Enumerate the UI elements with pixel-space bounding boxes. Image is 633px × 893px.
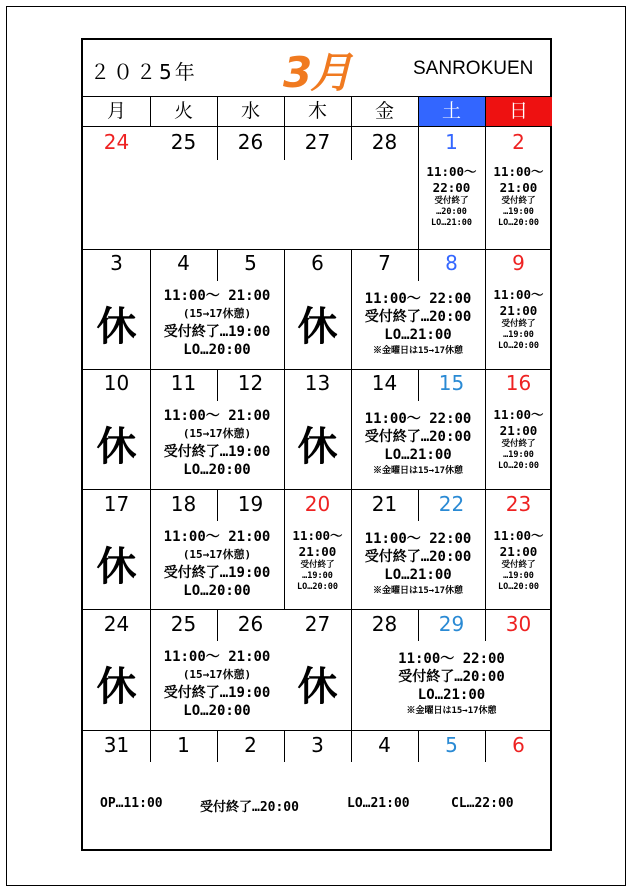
weekday-tue: 火 <box>173 100 193 122</box>
day-number: 4 <box>177 251 190 275</box>
day-number: 17 <box>103 492 130 516</box>
friday-weekend-hours: 11:00～ 22:00 受付終了…20:00 LO…21:00 ※金曜日は15→17休憩 <box>398 651 505 716</box>
weekday-wed: 水 <box>240 100 260 122</box>
closed-label: 休 <box>297 424 338 470</box>
sunday-hours: 11:00～ 21:00 受付終了 …19:00 LO…20:00 <box>493 528 544 592</box>
day-number: 31 <box>103 733 130 757</box>
day-number: 28 <box>371 130 398 154</box>
weekday-mon: 月 <box>106 100 126 122</box>
friday-hours: 11:00～ 22:00 受付終了…20:00 LO…21:00 ※金曜日は15→17休憩 <box>364 411 472 476</box>
day-number: 18 <box>170 492 197 516</box>
calendar <box>81 38 552 851</box>
footer-lastorder: LO…21:00 <box>347 796 410 811</box>
friday-hours: 11:00～ 22:00 受付終了…20:00 LO…21:00 ※金曜日は15→17休憩 <box>364 291 472 356</box>
day-number: 26 <box>237 612 264 636</box>
day-number: 30 <box>505 612 532 636</box>
day-number: 12 <box>237 371 264 395</box>
day-number: 3 <box>110 251 123 275</box>
day-number: 21 <box>371 492 398 516</box>
sunday-hours: 11:00～ 21:00 受付終了 …19:00 LO…20:00 <box>493 164 544 228</box>
day-number: 10 <box>103 371 130 395</box>
closed-label: 休 <box>96 424 137 470</box>
weekday-hours: 11:00～ 21:00 (15→17休憩) 受付終了…19:00 LO…20:00 <box>163 529 271 599</box>
weekday-fri: 金 <box>374 100 394 122</box>
day-number: 3 <box>311 733 324 757</box>
weekday-sun: 日 <box>485 97 552 126</box>
sunday-hours: 11:00～ 21:00 受付終了 …19:00 LO…20:00 <box>493 407 544 471</box>
footer-reception: 受付終了…20:00 <box>200 800 299 815</box>
day-number: 16 <box>505 371 532 395</box>
day-number: 1 <box>177 733 190 757</box>
closed-label: 休 <box>96 304 137 350</box>
weekday-sat: 土 <box>418 97 485 126</box>
day-number: 13 <box>304 371 331 395</box>
friday-hours: 11:00～ 22:00 受付終了…20:00 LO…21:00 ※金曜日は15→17休憩 <box>364 531 472 596</box>
shop-name: SANROKUEN <box>413 58 534 79</box>
day-number: 5 <box>244 251 257 275</box>
day-number: 2 <box>244 733 257 757</box>
day-number: 14 <box>371 371 398 395</box>
day-number: 24 <box>103 130 130 154</box>
day-number: 9 <box>512 251 525 275</box>
saturday-hours: 11:00～ 22:00 受付終了 …20:00 LO…21:00 <box>426 164 477 228</box>
weekday-hours: 11:00～ 21:00 (15→17休憩) 受付終了…19:00 LO…20:00 <box>163 288 271 358</box>
closed-label: 休 <box>297 664 338 710</box>
day-number: 15 <box>438 371 465 395</box>
day-number: 20 <box>304 492 331 516</box>
weekday-hours: 11:00～ 21:00 (15→17休憩) 受付終了…19:00 LO…20:00 <box>163 408 271 478</box>
closed-label: 休 <box>297 304 338 350</box>
day-number: 6 <box>512 733 525 757</box>
day-number: 11 <box>170 371 197 395</box>
closed-label: 休 <box>96 544 137 590</box>
year-label: ２０２5年 <box>90 60 198 84</box>
day-number: 2 <box>512 130 525 154</box>
day-number: 27 <box>304 130 331 154</box>
day-number: 5 <box>445 733 458 757</box>
day-number: 8 <box>445 251 458 275</box>
day-number: 7 <box>378 251 391 275</box>
day-number: 19 <box>237 492 264 516</box>
day-number: 22 <box>438 492 465 516</box>
footer-open: OP…11:00 <box>100 796 163 811</box>
day-number: 28 <box>371 612 398 636</box>
day-number: 27 <box>304 612 331 636</box>
day-number: 25 <box>170 612 197 636</box>
day-number: 1 <box>445 130 458 154</box>
day-number: 6 <box>311 251 324 275</box>
day-number: 29 <box>438 612 465 636</box>
footer-close: CL…22:00 <box>451 796 514 811</box>
day-number: 4 <box>378 733 391 757</box>
closed-label: 休 <box>96 664 137 710</box>
holiday-hours: 11:00～ 21:00 受付終了 …19:00 LO…20:00 <box>292 528 343 592</box>
day-number: 26 <box>237 130 264 154</box>
weekday-hours: 11:00～ 21:00 (15→17休憩) 受付終了…19:00 LO…20:00 <box>163 649 271 719</box>
day-number: 23 <box>505 492 532 516</box>
day-number: 24 <box>103 612 130 636</box>
day-number: 25 <box>170 130 197 154</box>
month-title: 3月 <box>283 48 351 97</box>
sunday-hours: 11:00～ 21:00 受付終了 …19:00 LO…20:00 <box>493 287 544 351</box>
weekday-thu: 木 <box>307 100 327 122</box>
